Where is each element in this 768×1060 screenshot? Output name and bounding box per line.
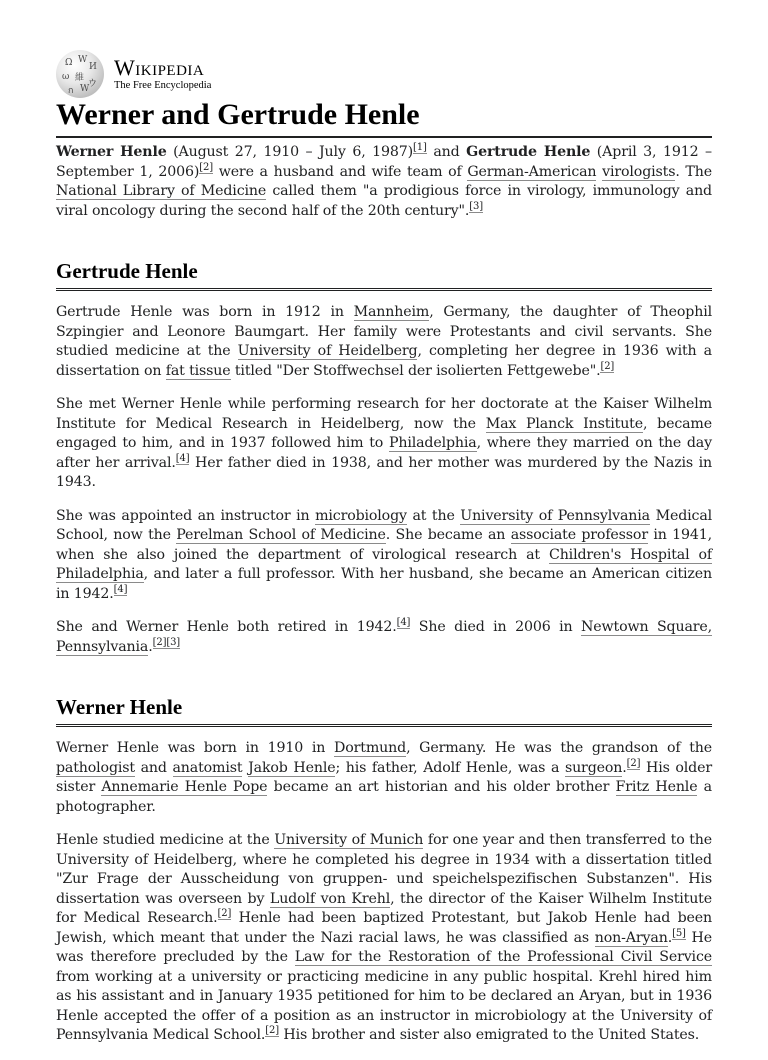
text: She met Werner Henle while performing research for her doctorate at the Kaiser Wilhelm Institute for Medical Research in Heidelberg, now the	[56, 396, 712, 432]
wiki-link[interactable]: Jakob Henle	[248, 759, 336, 776]
text: ; his father, Adolf Henle, was a	[335, 759, 565, 776]
citation-link[interactable]: [2]	[600, 360, 615, 372]
wiki-link[interactable]: virologists	[602, 163, 676, 180]
site-branding[interactable]	[114, 54, 212, 92]
citation-ref	[627, 758, 641, 770]
citation-link[interactable]: [2]	[626, 757, 641, 769]
section-werner-header	[56, 693, 712, 727]
text: and	[426, 144, 467, 160]
text: called them "a prodigious force in virology, immunology and viral oncology during the second half of the 20th century".	[56, 183, 712, 219]
wiki-link[interactable]: fat tissue	[165, 362, 231, 379]
text: , became engaged to him, and in 1937 followed him to	[56, 415, 712, 451]
text: .	[667, 929, 673, 946]
intro-paragraph	[56, 143, 712, 221]
citation-link[interactable]: [2]	[199, 161, 213, 173]
wiki-link[interactable]: microbiology	[315, 507, 407, 524]
wiki-link[interactable]: non-Aryan	[594, 929, 668, 946]
page-title: Werner and Gertrude Henle	[56, 96, 712, 138]
citation-link[interactable]: [1]	[413, 142, 427, 154]
site-tagline: The Free Encyclopedia	[114, 79, 212, 91]
citation-link[interactable]: [4]	[396, 617, 411, 629]
paragraph	[56, 618, 712, 657]
text: , and later a full professor. With her husband, she became an American citizen in 1942.	[56, 566, 712, 602]
wiki-link[interactable]: Perelman School of Medicine	[176, 527, 386, 543]
text: Gertrude Henle was born in 1912 in	[56, 304, 354, 320]
section-heading: Werner Henle	[56, 693, 712, 727]
wiki-link[interactable]: University of Heidelberg	[237, 343, 418, 359]
text: . The	[675, 163, 712, 180]
wiki-link[interactable]: Max Planck Institute	[485, 415, 643, 432]
text: . She became an	[385, 527, 511, 543]
text: , where they married on the day after her arrival.	[56, 435, 712, 471]
text: She died in 2006 in	[410, 619, 582, 635]
paragraph	[56, 507, 712, 605]
wiki-link[interactable]: Ludolf von Krehl	[269, 890, 391, 907]
text: Henle had been baptized Protestant, but Jakob Henle had been Jewish, which meant that under the Nazi racial laws, he was classified as	[56, 910, 712, 946]
section-gertrude-header	[56, 257, 712, 291]
wiki-link[interactable]: National Library of Medicine	[56, 183, 267, 199]
bold-name: Gertrude Henle	[466, 144, 591, 160]
text: from working at a university or practicing medicine in any public hospital. Krehl hired him as his assistant and in January 1935 petitioned for him to be declared an Aryan, but in 1936 Henle accepted the offer of a position as an instructor in microbiology at the University of Pennsylvania Medical School.	[56, 968, 712, 1043]
citation-ref	[265, 1025, 279, 1037]
citation-ref	[413, 142, 427, 154]
citation-ref	[199, 162, 213, 174]
citation-link[interactable]: [3]	[166, 636, 181, 648]
wiki-link[interactable]: Fritz Henle	[615, 779, 698, 795]
text: His brother and sister also emigrated to the United States.	[278, 1027, 700, 1043]
text: (August 27, 1910 – July 6, 1987)	[166, 144, 414, 160]
text: She was appointed an instructor in	[56, 507, 316, 524]
text: Medical School, now the	[56, 507, 713, 543]
citation-link[interactable]: [2]	[265, 1025, 279, 1037]
citation-ref	[166, 637, 180, 649]
citation-link[interactable]: [3]	[469, 200, 483, 212]
text: Her father died in 1938, and her mother was murdered by the Nazis in 1943.	[56, 454, 713, 490]
wiki-link[interactable]: Children's Hospital of Philadelphia	[56, 546, 712, 582]
site-header	[56, 52, 211, 96]
citation-ref	[397, 617, 411, 629]
citation-link[interactable]: [5]	[672, 927, 686, 939]
text: , completing her degree in 1936 with a dissertation on	[56, 343, 712, 379]
wiki-link[interactable]: surgeon	[564, 759, 623, 776]
wiki-link[interactable]: German-American	[467, 163, 597, 180]
citation-link[interactable]: [4]	[175, 452, 190, 464]
wiki-link[interactable]: Newtown Square, Pennsylvania	[56, 619, 713, 655]
paragraph	[56, 395, 712, 493]
wiki-link[interactable]: associate professor	[510, 527, 648, 543]
citation-ref	[469, 201, 483, 213]
text: He was therefore precluded by the	[56, 929, 712, 965]
paragraph	[56, 303, 712, 381]
text: and	[134, 759, 173, 776]
wiki-link[interactable]: Mannheim	[353, 304, 430, 320]
paragraph	[56, 831, 712, 1046]
section-heading: Gertrude Henle	[56, 257, 712, 291]
citation-ref	[153, 637, 167, 649]
text: , Germany, the daughter of Theophil Szpingier and Leonore Baumgart. Her family were Protestants and civil servants. She studied medicine at the	[56, 304, 712, 359]
text: Werner Henle was born in 1910 in	[56, 740, 335, 756]
text: were a husband and wife team of	[212, 163, 468, 180]
wiki-link[interactable]: Annemarie Henle Pope	[101, 779, 268, 795]
citation-ref	[176, 453, 190, 465]
text: Henle studied medicine at the	[56, 832, 275, 848]
article-body	[56, 143, 712, 1060]
text: .	[622, 759, 627, 776]
text: for one year and then transferred to the University of Heidelberg, where he completed his degree in 1934 with a dissertation titled "Zur Frage der Ausscheidung von gruppen- und speichelspezifischen Substanzen". His dissertation was overseen by	[56, 832, 712, 907]
citation-link[interactable]: [2]	[217, 908, 232, 920]
citation-link[interactable]: [4]	[113, 583, 128, 595]
text: , Germany. He was the grandson of the	[406, 740, 712, 756]
text: (April 3, 1912 – September 1, 2006)	[56, 144, 712, 180]
text: His older sister	[56, 759, 712, 795]
wikipedia-globe-logo-icon[interactable]: Ω W И ω 維 ウ ก W	[56, 50, 104, 98]
wiki-link[interactable]: Law for the Restoration of the Professional Civil Service	[294, 949, 712, 965]
paragraph	[56, 739, 712, 817]
text: at the	[406, 507, 461, 524]
citation-ref	[672, 928, 686, 940]
text: titled "Der Stoffwechsel der isolierten Fettgewebe".	[230, 362, 601, 379]
wiki-link[interactable]: anatomist	[172, 759, 243, 776]
citation-ref	[600, 361, 614, 373]
text: in 1941, when she also joined the department of virological research at	[56, 527, 713, 563]
wiki-link[interactable]: pathologist	[56, 759, 135, 776]
text: a photographer.	[56, 779, 712, 815]
wiki-link[interactable]: Philadelphia	[388, 435, 477, 451]
citation-ref	[218, 908, 232, 920]
citation-link[interactable]: [2]	[152, 636, 167, 648]
wiki-link[interactable]: University of Munich	[274, 832, 424, 848]
site-name: Wikipedia	[114, 54, 205, 80]
text: became an art historian and his older brother	[267, 779, 616, 795]
text: , the director of the Kaiser Wilhelm Institute for Medical Research.	[56, 890, 712, 926]
text: .	[148, 638, 153, 655]
bold-name: Werner Henle	[56, 144, 167, 160]
citation-ref	[114, 584, 128, 596]
wiki-link[interactable]: University of Pennsylvania	[460, 507, 650, 524]
text: She and Werner Henle both retired in 1942.	[56, 619, 397, 635]
wiki-link[interactable]: Dortmund	[334, 740, 407, 756]
